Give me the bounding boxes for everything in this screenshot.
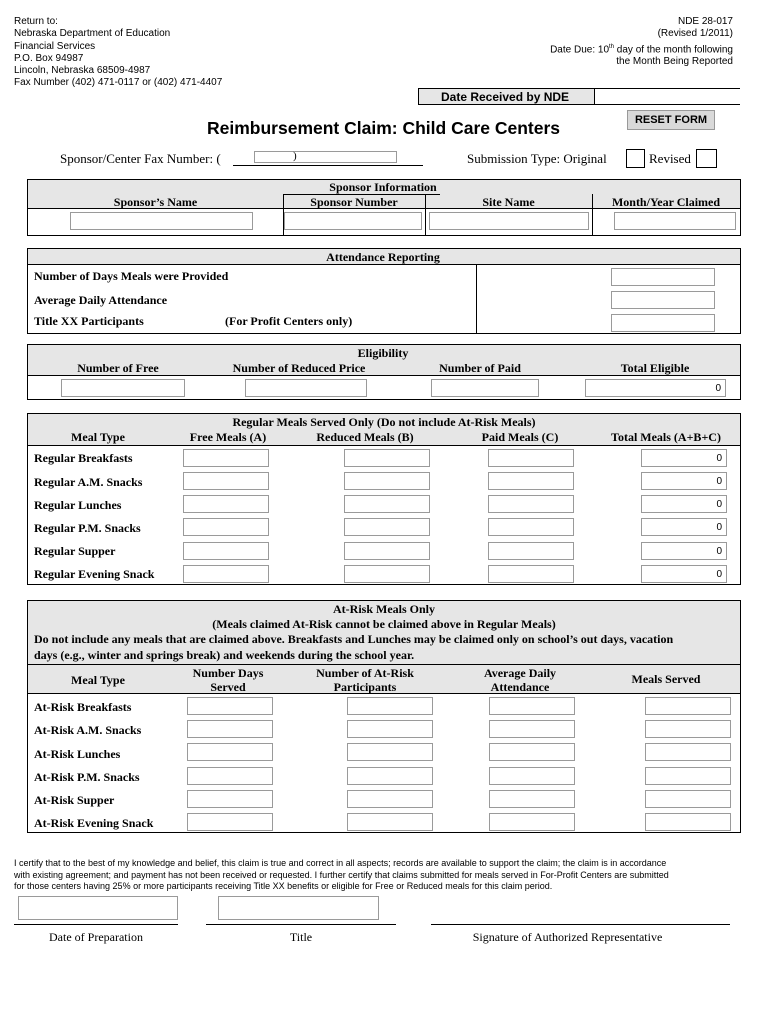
row-label: At-Risk Evening Snack — [34, 816, 154, 830]
col-meals-served: Meals Served — [631, 672, 701, 686]
total-meals-input[interactable]: 0 — [641, 472, 727, 490]
page-title: Reimbursement Claim: Child Care Centers — [207, 118, 561, 138]
fax-close-paren: ) — [293, 150, 297, 162]
fax-underline — [233, 165, 423, 166]
col-total-meals: Total Meals (A+B+C) — [611, 430, 721, 444]
atrisk-subtitle: (Meals claimed At-Risk cannot be claimed above in Regular Meals) — [212, 617, 556, 631]
reduced-meals-input[interactable] — [344, 495, 430, 513]
reduced-input[interactable] — [245, 379, 367, 397]
ada-input[interactable] — [611, 291, 715, 309]
total-meals-input[interactable]: 0 — [641, 518, 727, 536]
col-reduced: Number of Reduced Price — [232, 361, 366, 375]
total-meals-input[interactable]: 0 — [641, 449, 727, 467]
title-xx-input[interactable] — [611, 314, 715, 332]
days-served-input[interactable] — [187, 697, 273, 715]
ada-label: Average Daily Attendance — [34, 293, 168, 307]
col-paid-meals: Paid Meals (C) — [481, 430, 559, 444]
cert-line: with existing agreement; and payment has not been received or requested. I further certify that claims submitted for meals served in For-Profit Centers are submitted — [14, 869, 669, 880]
form-info — [550, 16, 733, 69]
row-label: At-Risk Lunches — [34, 747, 121, 761]
meals-served-input[interactable] — [645, 767, 731, 785]
paid-meals-input[interactable] — [488, 542, 574, 560]
col-sponsor-name: Sponsor’s Name — [113, 195, 198, 209]
row-label: At-Risk Supper — [34, 793, 115, 807]
date-received-box — [418, 88, 740, 105]
return-line: Fax Number (402) 471-0117 or (402) 471-4407 — [14, 77, 223, 89]
atrisk-note-line2: days (e.g., winter and springs break) and weekends during the school year. — [34, 648, 415, 662]
return-line: Financial Services — [14, 40, 96, 52]
reduced-meals-input[interactable] — [344, 472, 430, 490]
total-meals-input[interactable]: 0 — [641, 542, 727, 560]
free-input[interactable] — [61, 379, 185, 397]
row-label: At-Risk P.M. Snacks — [34, 770, 140, 784]
paid-meals-input[interactable] — [488, 565, 574, 583]
signature-label: Signature of Authorized Representative — [472, 930, 663, 944]
month-year-input[interactable] — [614, 212, 736, 230]
days-served-input[interactable] — [187, 743, 273, 761]
participants-input[interactable] — [347, 767, 433, 785]
divider — [476, 264, 477, 334]
title-xx-label: Title XX Participants — [34, 314, 144, 328]
date-received-input[interactable] — [594, 89, 740, 104]
certification-text — [14, 858, 758, 893]
col-participants-2: Participants — [333, 680, 397, 694]
divider — [28, 664, 740, 665]
days-served-input[interactable] — [187, 720, 273, 738]
meals-served-input[interactable] — [645, 813, 731, 831]
days-served-input[interactable] — [187, 813, 273, 831]
attendance-title: Attendance Reporting — [326, 250, 440, 264]
participants-input[interactable] — [347, 790, 433, 808]
total-eligible-input[interactable]: 0 — [585, 379, 726, 397]
signature-line — [14, 924, 178, 925]
paid-meals-input[interactable] — [488, 449, 574, 467]
meals-served-input[interactable] — [645, 697, 731, 715]
due-sup: th — [609, 43, 615, 50]
participants-input[interactable] — [347, 720, 433, 738]
due-date — [550, 41, 733, 57]
reduced-meals-input[interactable] — [344, 542, 430, 560]
col-site-name: Site Name — [482, 195, 535, 209]
total-meals-input[interactable]: 0 — [641, 495, 727, 513]
col-free-meals: Free Meals (A) — [189, 430, 267, 444]
date-received-label: Date Received by NDE — [441, 90, 570, 104]
paid-meals-input[interactable] — [488, 472, 574, 490]
col-ada-1: Average Daily — [483, 666, 557, 680]
submission-label: Submission Type: Original — [467, 151, 607, 166]
ada-input[interactable] — [489, 720, 575, 738]
days-served-input[interactable] — [187, 767, 273, 785]
row-label: Regular Lunches — [34, 498, 122, 512]
eligibility-title: Eligibility — [357, 346, 409, 360]
col-free: Number of Free — [77, 361, 159, 375]
ada-input[interactable] — [489, 813, 575, 831]
paid-input[interactable] — [431, 379, 539, 397]
form-number: NDE 28-017 — [677, 16, 733, 27]
col-reduced-meals: Reduced Meals (B) — [316, 430, 414, 444]
due-suffix: day of the month following — [614, 43, 733, 55]
free-meals-input[interactable] — [183, 565, 269, 583]
return-line: Lincoln, Nebraska 68509-4987 — [14, 65, 151, 77]
col-ada-2: Attendance — [490, 680, 550, 694]
free-meals-input[interactable] — [183, 495, 269, 513]
participants-input[interactable] — [347, 697, 433, 715]
sponsor-title: Sponsor Information — [329, 180, 437, 194]
free-meals-input[interactable] — [183, 449, 269, 467]
ada-input[interactable] — [489, 743, 575, 761]
signature-line — [206, 924, 396, 925]
col-total-eligible: Total Eligible — [620, 361, 690, 375]
col-meal-type: Meal Type — [71, 673, 125, 687]
days-input[interactable] — [611, 268, 715, 286]
meals-served-input[interactable] — [645, 790, 731, 808]
due-prefix: Date Due: 10 — [550, 43, 610, 55]
row-label: Regular Breakfasts — [34, 451, 133, 465]
atrisk-note-line1: Do not include any meals that are claimed above. Breakfasts and Lunches may be claimed only on school’s out days, vacation — [34, 632, 674, 646]
regular-title: Regular Meals Served Only (Do not include At-Risk Meals) — [232, 415, 536, 429]
divider — [28, 445, 740, 446]
col-days-served-2: Served — [210, 680, 246, 694]
participants-input[interactable] — [347, 743, 433, 761]
paid-meals-input[interactable] — [488, 518, 574, 536]
sponsor-number-input[interactable] — [284, 212, 422, 230]
fax-label: Sponsor/Center Fax Number: ( — [60, 151, 221, 166]
return-line: Nebraska Department of Education — [14, 28, 171, 40]
col-participants-1: Number of At-Risk — [316, 666, 414, 680]
row-label: Regular P.M. Snacks — [34, 521, 141, 535]
total-meals-input[interactable]: 0 — [641, 565, 727, 583]
participants-input[interactable] — [347, 813, 433, 831]
return-line: Return to: — [14, 16, 58, 27]
reduced-meals-input[interactable] — [344, 518, 430, 536]
cert-line: for those centers having 25% or more participants receiving Title XX benefits or eligible for Free or Reduced meals for this claim period. — [14, 881, 553, 891]
fax-input[interactable] — [254, 151, 397, 163]
meals-served-input[interactable] — [645, 720, 731, 738]
for-profit-label: (For Profit Centers only) — [225, 314, 353, 328]
days-served-input[interactable] — [187, 790, 273, 808]
revised-label: Revised — [649, 151, 691, 166]
return-line: P.O. Box 94987 — [14, 52, 84, 64]
row-label: At-Risk A.M. Snacks — [34, 723, 142, 737]
col-paid: Number of Paid — [439, 361, 521, 375]
col-month-year: Month/Year Claimed — [611, 195, 721, 209]
title-label: Title — [289, 930, 313, 944]
signature-line — [431, 924, 730, 925]
revised-checkbox[interactable] — [696, 149, 717, 168]
ada-input[interactable] — [489, 767, 575, 785]
free-meals-input[interactable] — [183, 518, 269, 536]
days-label: Number of Days Meals were Provided — [34, 269, 229, 283]
row-label: Regular A.M. Snacks — [34, 475, 143, 489]
form-revised: (Revised 1/2011) — [657, 28, 733, 40]
paid-meals-input[interactable] — [488, 495, 574, 513]
date-of-preparation-label: Date of Preparation — [49, 930, 143, 944]
title-input[interactable] — [218, 896, 379, 920]
reduced-meals-input[interactable] — [344, 449, 430, 467]
sponsor-name-input[interactable] — [70, 212, 253, 230]
col-days-served-1: Number Days — [192, 666, 264, 680]
row-label: Regular Supper — [34, 544, 116, 558]
return-address — [14, 16, 222, 90]
meals-served-input[interactable] — [645, 743, 731, 761]
atrisk-title: At-Risk Meals Only — [333, 602, 435, 616]
ada-input[interactable] — [489, 697, 575, 715]
original-checkbox[interactable] — [626, 149, 645, 168]
free-meals-input[interactable] — [183, 542, 269, 560]
free-meals-input[interactable] — [183, 472, 269, 490]
col-meal-type: Meal Type — [71, 430, 125, 444]
row-label: Regular Evening Snack — [34, 567, 155, 581]
date-of-preparation-input[interactable] — [18, 896, 178, 920]
reduced-meals-input[interactable] — [344, 565, 430, 583]
cert-line: I certify that to the best of my knowledge and belief, this claim is true and correct in all aspects; records are available to support the claim; the claim is in accordance — [14, 858, 667, 868]
due-line2: the Month Being Reported — [616, 56, 733, 68]
ada-input[interactable] — [489, 790, 575, 808]
reset-form-button[interactable]: RESET FORM — [627, 110, 715, 130]
col-sponsor-number: Sponsor Number — [310, 195, 398, 209]
site-name-input[interactable] — [429, 212, 589, 230]
row-label: At-Risk Breakfasts — [34, 700, 132, 714]
